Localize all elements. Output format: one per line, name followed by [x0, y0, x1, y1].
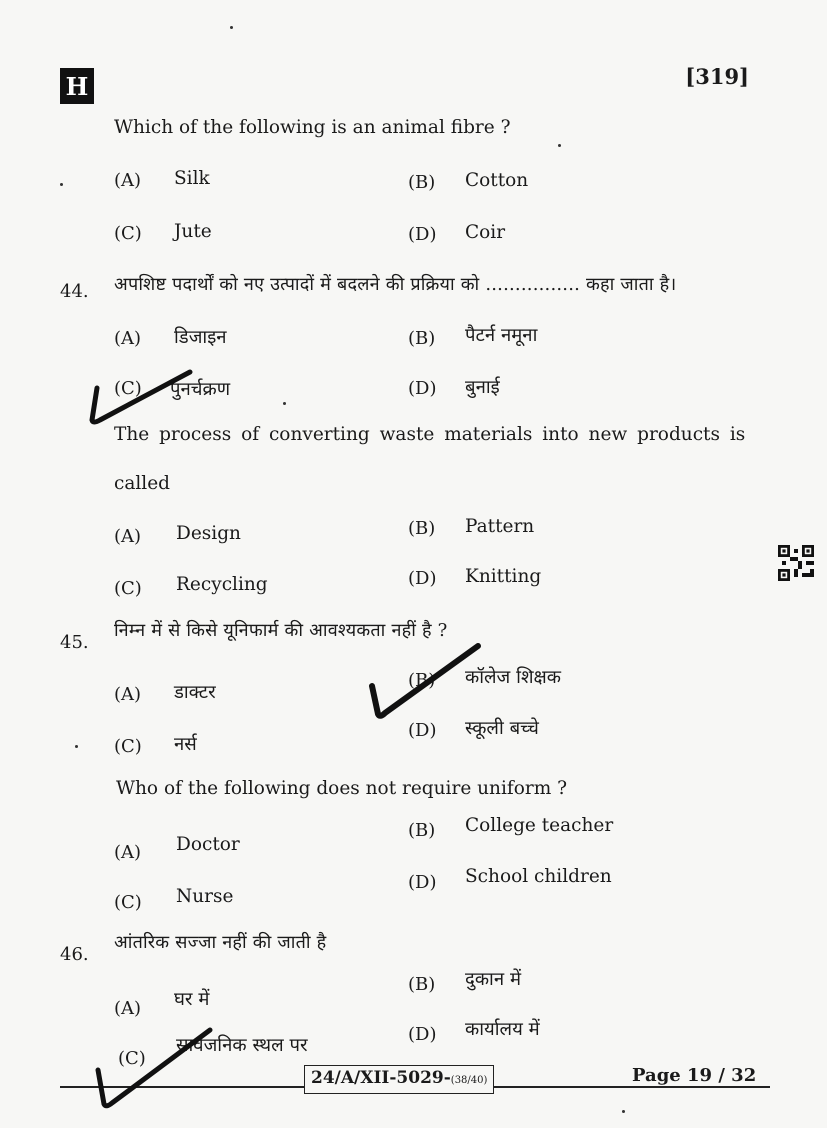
scan-speck [230, 26, 233, 29]
q46-option-a-text: घर में [174, 989, 210, 1010]
q43-option-d-label: (D) [408, 224, 437, 245]
q45-hi-option-c-label: (C) [114, 736, 142, 757]
q43-question-en: Which of the following is an animal fibre ? [114, 117, 511, 138]
q46-option-a-label: (A) [114, 998, 142, 1019]
q44-en-option-a-text: Design [176, 523, 241, 544]
scan-speck [60, 183, 63, 186]
q44-en-option-d-text: Knitting [465, 566, 542, 587]
q45-hi-option-d-text: स्कूली बच्चे [465, 718, 539, 739]
scan-speck [558, 144, 561, 147]
q46-number: 46. [60, 944, 89, 965]
q45-en-option-a-label: (A) [114, 842, 142, 863]
q44-en-option-b-text: Pattern [465, 516, 535, 537]
q46-option-d-label: (D) [408, 1024, 437, 1045]
tick-mark-q44 [92, 372, 190, 422]
q43-option-c-label: (C) [114, 223, 142, 244]
q46-option-b-label: (B) [408, 974, 436, 995]
q45-hi-option-d-label: (D) [408, 720, 437, 741]
paper-code: 24/A/XII-5029- [311, 1068, 451, 1088]
q45-hi-option-a-text: डाक्टर [174, 682, 216, 703]
q45-en-option-c-text: Nurse [176, 886, 234, 907]
q43-option-b-label: (B) [408, 172, 436, 193]
tick-mark-q46 [98, 1030, 210, 1106]
q44-question-hi: अपशिष्ट पदार्थों को नए उत्पादों में बदलने की प्रक्रिया को ................ कहा जाता है। [114, 274, 677, 295]
q45-hi-option-b-label: (B) [408, 670, 436, 691]
q45-en-option-a-text: Doctor [176, 834, 240, 855]
q44-en-option-a-label: (A) [114, 526, 142, 547]
paper-code-small: (38/40) [450, 1075, 488, 1086]
q45-hi-option-b-text: कॉलेज शिक्षक [465, 667, 561, 688]
section-letter: H [65, 71, 89, 101]
q43-option-d-text: Coir [465, 222, 506, 243]
q44-hi-option-d-text: बुनाई [465, 377, 500, 398]
q45-en-option-b-text: College teacher [465, 815, 614, 836]
q44-en-option-b-label: (B) [408, 518, 436, 539]
q46-option-b-text: दुकान में [465, 969, 522, 990]
q44-en-option-c-text: Recycling [176, 574, 268, 595]
q44-en-option-c-label: (C) [114, 578, 142, 599]
q43-option-a-label: (A) [114, 170, 142, 191]
tick-mark-q45 [372, 646, 478, 716]
q44-question-en-line2: called [114, 473, 171, 494]
q44-hi-option-c-label: (C) [114, 378, 142, 399]
q46-question-hi: आंतरिक सज्जा नहीं की जाती है [114, 932, 327, 953]
q44-hi-option-a-label: (A) [114, 328, 142, 349]
q45-en-option-d-label: (D) [408, 872, 437, 893]
q45-number: 45. [60, 632, 89, 653]
q45-question-hi: निम्न में से किसे यूनिफार्म की आवश्यकता नहीं है ? [114, 620, 448, 641]
q43-option-b-text: Cotton [465, 170, 529, 191]
q45-en-option-b-label: (B) [408, 820, 436, 841]
scan-speck [75, 745, 78, 748]
q44-hi-option-b-text: पैटर्न नमूना [465, 325, 538, 346]
scan-speck [283, 402, 286, 405]
q45-en-option-d-text: School children [465, 866, 612, 887]
q44-hi-option-b-label: (B) [408, 328, 436, 349]
q44-question-en-line1: The process of converting waste materials into new products is [114, 424, 746, 445]
scan-speck [622, 1110, 625, 1113]
q43-option-a-text: Silk [174, 168, 210, 189]
q44-hi-option-a-text: डिजाइन [174, 327, 227, 348]
q44-hi-option-c-text: पुनर्चक्रण [170, 379, 231, 400]
page-code: [319] [685, 64, 749, 89]
q45-hi-option-a-label: (A) [114, 684, 142, 705]
q45-en-option-c-label: (C) [114, 892, 142, 913]
q46-option-d-text: कार्यालय में [465, 1019, 540, 1040]
q45-question-en: Who of the following does not require uniform ? [116, 778, 568, 799]
q44-number: 44. [60, 281, 89, 302]
footer-page-number: Page 19 / 32 [632, 1065, 757, 1086]
q43-option-c-text: Jute [174, 221, 212, 242]
q44-hi-option-d-label: (D) [408, 378, 437, 399]
q45-hi-option-c-text: नर्स [174, 734, 197, 755]
q44-en-option-d-label: (D) [408, 568, 437, 589]
q46-option-c-text: सार्वजनिक स्थल पर [176, 1035, 308, 1056]
q46-option-c-label: (C) [118, 1048, 146, 1069]
